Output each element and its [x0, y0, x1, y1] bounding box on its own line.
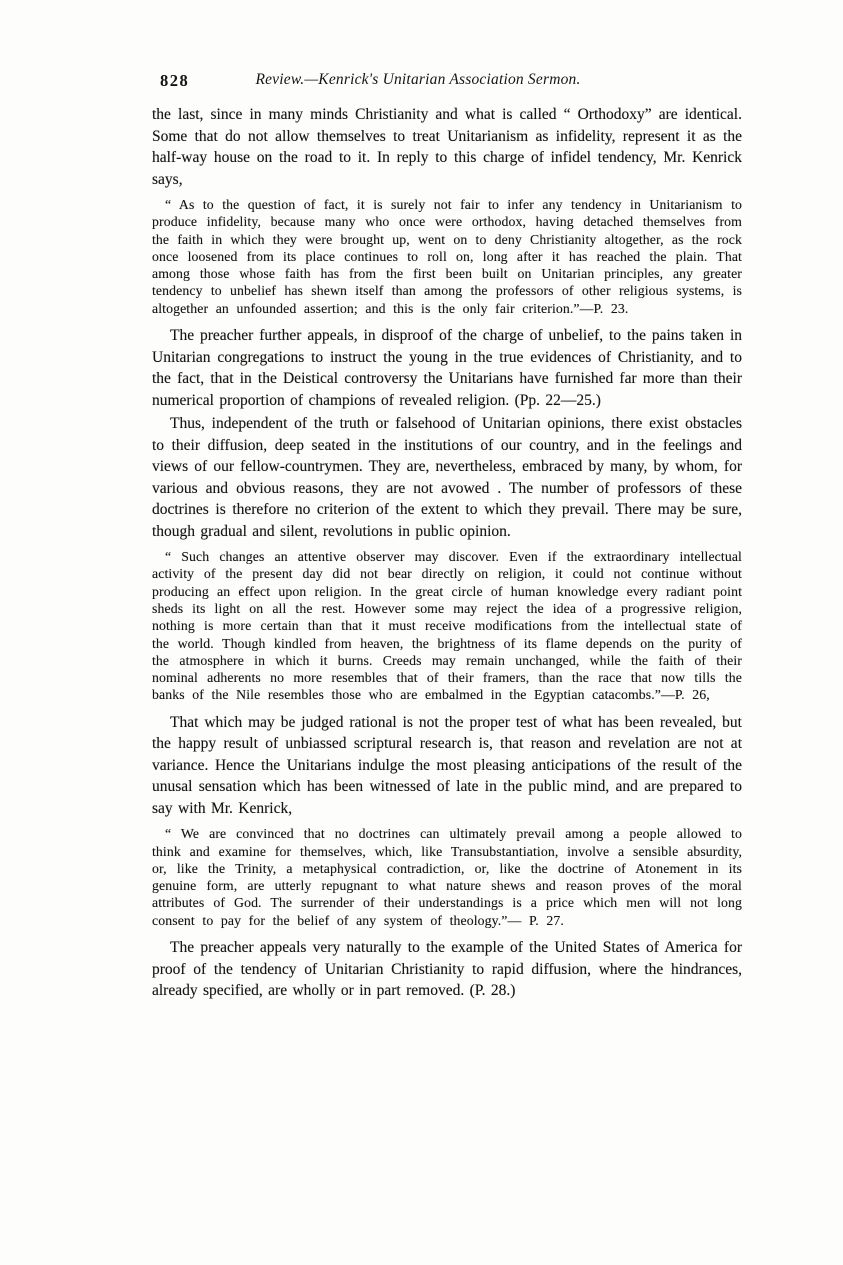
block-quote-p27: “ We are convinced that no doctrines can ultimately prevail among a people allowed to think and examine for themselves, which, like Transubstantiation, involve a sensible absurdity, or, like the Trinity, a metaphysical contradiction, or, like the doctrine of Atonement in its genuine form, are utterly repugnant to what nature shews and reason proves of the moral attributes of God. The surrender of their understandings is a price which men will not long consent to pay for the belief of any system of theology.”— P. 27.	[152, 826, 742, 928]
block-quote-p26: “ Such changes an attentive observer may discover. Even if the extraordinary intellectual activity of the present day did not bear directly on religion, it could not continue without producing an effect upon religion. In the great circle of human knowledge every radiant point sheds its light on all the rest. However some may reject the idea of a progressive religion, nothing is more certain than that it must receive modifications from the intellectual state of the world. Though kindled from heaven, the brightness of its flame depends on the purity of the atmosphere in which it burns. Creeds may remain unchanged, while the faith of their nominal adherents no more resembles that of their framers, than the race that now tills the banks of the Nile resembles those who are embalmed in the Egyptian catacombs.”—P. 26,	[152, 549, 742, 703]
page-header	[152, 71, 742, 92]
block-quote-p23: “ As to the question of fact, it is surely not fair to infer any tendency in Unitarianism to produce infidelity, because many who once were orthodox, having detached themselves from the faith in which they were brought up, went on to deny Christianity altogether, as the rock once loosened from its place continues to roll on, long after it has reached the plain. That among those whose faith has from the first been built on Unitarian principles, any greater tendency to unbelief has shewn itself than among the professors of other religious systems, is altogether an unfounded assertion; and this is the only fair criterion.”—P. 23.	[152, 197, 742, 316]
paragraph-thus-independent: Thus, independent of the truth or falsehood of Unitarian opinions, there exist obstacles to their diffusion, deep seated in the institutions of our country, and in the feelings and views of our fellow-countrymen. They are, nevertheless, embraced by many, by whom, for various and obvious reasons, they are not avowed . The number of professors of these doctrines is therefore no criterion of the extent to which they prevail. There may be sure, though gradual and silent, revolutions in public opinion.	[152, 415, 742, 540]
paragraph-preacher-further-appeals: The preacher further appeals, in disproof of the charge of unbelief, to the pains taken in Unitarian congregations to instruct the young in the true evidences of Christianity, and to the fact, that in the Deistical controversy the Unitarians have furnished far more than their numerical proportion of champions of revealed religion. (Pp. 22—25.)	[152, 327, 742, 409]
paragraph-continuation-orthodoxy: the last, since in many minds Christianity and what is called “ Orthodoxy” are identical. Some that do not allow themselves to treat Unitarianism as infidelity, represent it as the half-way house on the road to it. In reply to this charge of infidel tendency, Mr. Kenrick says,	[152, 106, 742, 188]
paragraph-preacher-appeals-united-states: The preacher appeals very naturally to the example of the United States of America for proof of the tendency of Unitarian Christianity to rapid diffusion, where the hindrances, already specified, are wholly or in part removed. (P. 28.)	[152, 939, 742, 1000]
page-number: 828	[160, 71, 190, 90]
running-title: Review.—Kenrick's Unitarian Association Sermon.	[255, 71, 581, 88]
paragraph-that-which-may-be-judged: That which may be judged rational is not the proper test of what has been revealed, but the happy result of unbiassed scriptural research is, that reason and revelation are not at variance. Hence the Unitarians indulge the most pleasing anticipations of the result of the unusal sensation which has been witnessed of late in the public mind, and are prepared to say with Mr. Kenrick,	[152, 713, 742, 817]
